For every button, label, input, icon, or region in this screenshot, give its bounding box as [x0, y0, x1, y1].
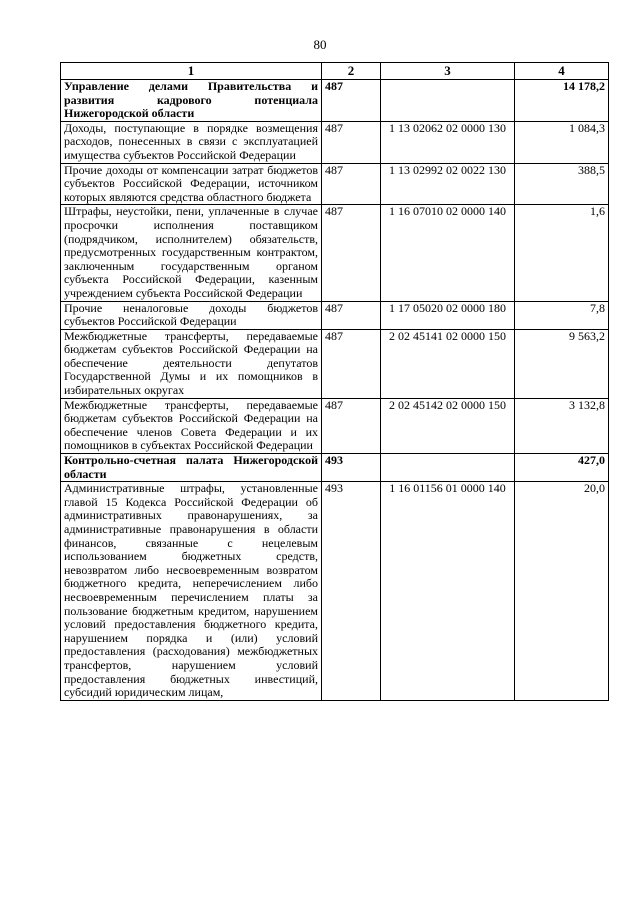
row-admin-code: 487	[322, 80, 381, 122]
row-admin-code: 487	[322, 301, 381, 329]
table-row	[61, 163, 609, 205]
table-row	[61, 121, 609, 163]
table-row-agency	[61, 80, 609, 122]
row-budget-code: 1 16 01156 01 0000 140	[381, 482, 515, 701]
row-description: Прочие доходы от компенсации затрат бюджетов субъектов Российской Федерации, источником которых являются средства областного бюджета	[61, 163, 322, 205]
row-description: Межбюджетные трансферты, передаваемые бюджетам субъектов Российской Федерации на обеспечение членов Совета Федерации и их помощников в субъектах Российской Федерации	[61, 398, 322, 453]
row-amount: 7,8	[515, 301, 609, 329]
row-description: Управление делами Правительства и развития кадрового потенциала Нижегородской области	[61, 80, 322, 122]
column-header-admin: 2	[322, 63, 381, 80]
row-amount: 1,6	[515, 205, 609, 301]
row-amount: 388,5	[515, 163, 609, 205]
column-header-row	[61, 63, 609, 80]
table-row	[61, 329, 609, 398]
row-amount: 9 563,2	[515, 329, 609, 398]
table-row	[61, 398, 609, 453]
column-header-code: 3	[381, 63, 515, 80]
row-budget-code: 1 13 02062 02 0000 130	[381, 121, 515, 163]
row-admin-code: 487	[322, 329, 381, 398]
row-amount: 14 178,2	[515, 80, 609, 122]
row-amount: 20,0	[515, 482, 609, 701]
row-budget-code: 2 02 45142 02 0000 150	[381, 398, 515, 453]
row-budget-code: 2 02 45141 02 0000 150	[381, 329, 515, 398]
row-amount: 427,0	[515, 454, 609, 482]
table-row-agency	[61, 454, 609, 482]
table-row	[61, 205, 609, 301]
row-admin-code: 493	[322, 482, 381, 701]
row-description: Административные штрафы, установленные главой 15 Кодекса Российской Федерации об административных правонарушениях, за административные правонарушения в области финансов, связанные с нецелевым использованием бюджетных средств, невозвратом либо несвоевременным возвратом бюджетного кредита, неперечислением либо несвоевременным перечислением платы за пользование бюджетным кредитом, нарушением условий предоставления бюджетного кредита, нарушением порядка и (или) условий предоставления (расходования) межбюджетных трансфертов, нарушением условий предоставления бюджетных инвестиций, субсидий юридическим лицам,	[61, 482, 322, 701]
row-amount: 1 084,3	[515, 121, 609, 163]
row-admin-code: 487	[322, 121, 381, 163]
row-admin-code: 487	[322, 398, 381, 453]
table-row	[61, 482, 609, 701]
table-row	[61, 301, 609, 329]
row-admin-code: 487	[322, 205, 381, 301]
row-description: Прочие неналоговые доходы бюджетов субъектов Российской Федерации	[61, 301, 322, 329]
row-budget-code: 1 17 05020 02 0000 180	[381, 301, 515, 329]
row-budget-code: 1 16 07010 02 0000 140	[381, 205, 515, 301]
table-head	[61, 63, 609, 80]
row-description: Доходы, поступающие в порядке возмещения расходов, понесенных в связи с эксплуатацией имущества субъектов Российской Федерации	[61, 121, 322, 163]
column-header-description: 1	[61, 63, 322, 80]
page-number: 80	[313, 37, 327, 52]
row-budget-code	[381, 80, 515, 122]
row-admin-code: 487	[322, 163, 381, 205]
row-description: Контрольно-счетная палата Нижегородской области	[61, 454, 322, 482]
row-amount: 3 132,8	[515, 398, 609, 453]
row-description: Штрафы, неустойки, пени, уплаченные в случае просрочки исполнения поставщиком (подрядчиком, исполнителем) обязательств, предусмотренных государственным контрактом, заключенным государственным органом субъекта Российской Федерации, казенным учреждением субъекта Российской Федерации	[61, 205, 322, 301]
revenue-table	[60, 62, 609, 701]
row-admin-code: 493	[322, 454, 381, 482]
row-budget-code	[381, 454, 515, 482]
row-description: Межбюджетные трансферты, передаваемые бюджетам субъектов Российской Федерации на обеспечение деятельности депутатов Государственной Думы и их помощников в избирательных округах	[61, 329, 322, 398]
column-header-amount: 4	[515, 63, 609, 80]
table-body	[61, 80, 609, 701]
row-budget-code: 1 13 02992 02 0022 130	[381, 163, 515, 205]
